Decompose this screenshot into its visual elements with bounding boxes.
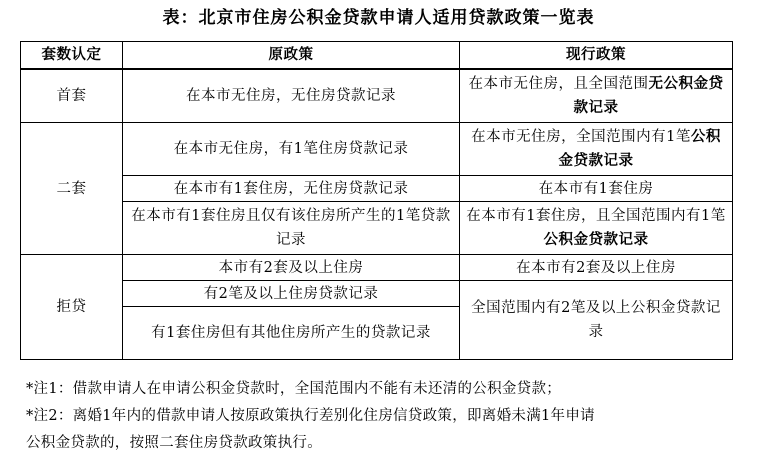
table-row xyxy=(21,123,733,176)
header-current-policy: 现行政策 xyxy=(460,42,733,70)
table-row xyxy=(21,202,733,255)
current-policy-cell xyxy=(460,281,733,360)
original-policy-cell: 本市有2套及以上住房 xyxy=(123,255,460,281)
footnote-1: *注1：借款申请人在申请公积金贷款时，全国范围内不能有未还清的公积金贷款； xyxy=(26,381,562,397)
current-policy-emphasis: 公积金贷款记录 xyxy=(543,231,649,248)
current-policy-text: 在本市有2套及以上住房 xyxy=(516,259,676,276)
header-original-policy: 原政策 xyxy=(123,42,460,70)
table-row xyxy=(21,281,733,307)
current-policy-text: 在本市无住房，且全国范围 xyxy=(468,76,649,92)
original-policy-cell: 有1套住房但有其他住房所产生的贷款记录 xyxy=(123,307,460,360)
original-policy-cell: 在本市有1套住房，无住房贷款记录 xyxy=(123,176,460,202)
footnote-2: *注2：离婚1年内的借款申请人按原政策执行差别化住房信贷政策，即离婚未满1年申请 xyxy=(26,408,595,424)
current-policy-text: 在本市无住房，全国范围内有1笔 xyxy=(471,129,691,145)
current-policy-emphasis: 公积金贷款记录 xyxy=(558,128,721,169)
header-housing-count: 套数认定 xyxy=(21,42,123,70)
footnote-2-continued: 公积金贷款的，按照二套住房贷款政策执行。 xyxy=(26,435,322,451)
current-policy-text: 全国范围内有2笔及以上公积金贷款记录 xyxy=(471,300,721,340)
current-policy-cell xyxy=(460,69,733,123)
current-policy-cell xyxy=(460,202,733,255)
original-policy-cell: 在本市无住房，无住房贷款记录 xyxy=(123,69,460,123)
current-policy-cell xyxy=(460,176,733,202)
page-title: 表：北京市住房公积金贷款申请人适用贷款政策一览表 xyxy=(162,8,595,28)
original-policy-cell: 在本市无住房，有1笔住房贷款记录 xyxy=(123,123,460,176)
footnotes xyxy=(26,376,738,457)
group-label-first: 首套 xyxy=(21,69,123,123)
group-label-rejected: 拒贷 xyxy=(21,255,123,360)
table-row xyxy=(21,255,733,281)
current-policy-cell xyxy=(460,255,733,281)
current-policy-text: 在本市有1套住房 xyxy=(538,180,654,197)
current-policy-cell xyxy=(460,123,733,176)
policy-table xyxy=(20,41,733,360)
current-policy-emphasis: 无公积金贷款记录 xyxy=(573,75,724,116)
original-policy-cell: 有2笔及以上住房贷款记录 xyxy=(123,281,460,307)
original-policy-cell: 在本市有1套住房且仅有该住房所产生的1笔贷款记录 xyxy=(123,202,460,255)
table-header-row xyxy=(21,42,733,70)
table-row xyxy=(21,176,733,202)
group-label-second: 二套 xyxy=(21,123,123,255)
current-policy-text: 在本市有1套住房，且全国范围内有1笔 xyxy=(466,208,726,224)
table-row xyxy=(21,69,733,123)
